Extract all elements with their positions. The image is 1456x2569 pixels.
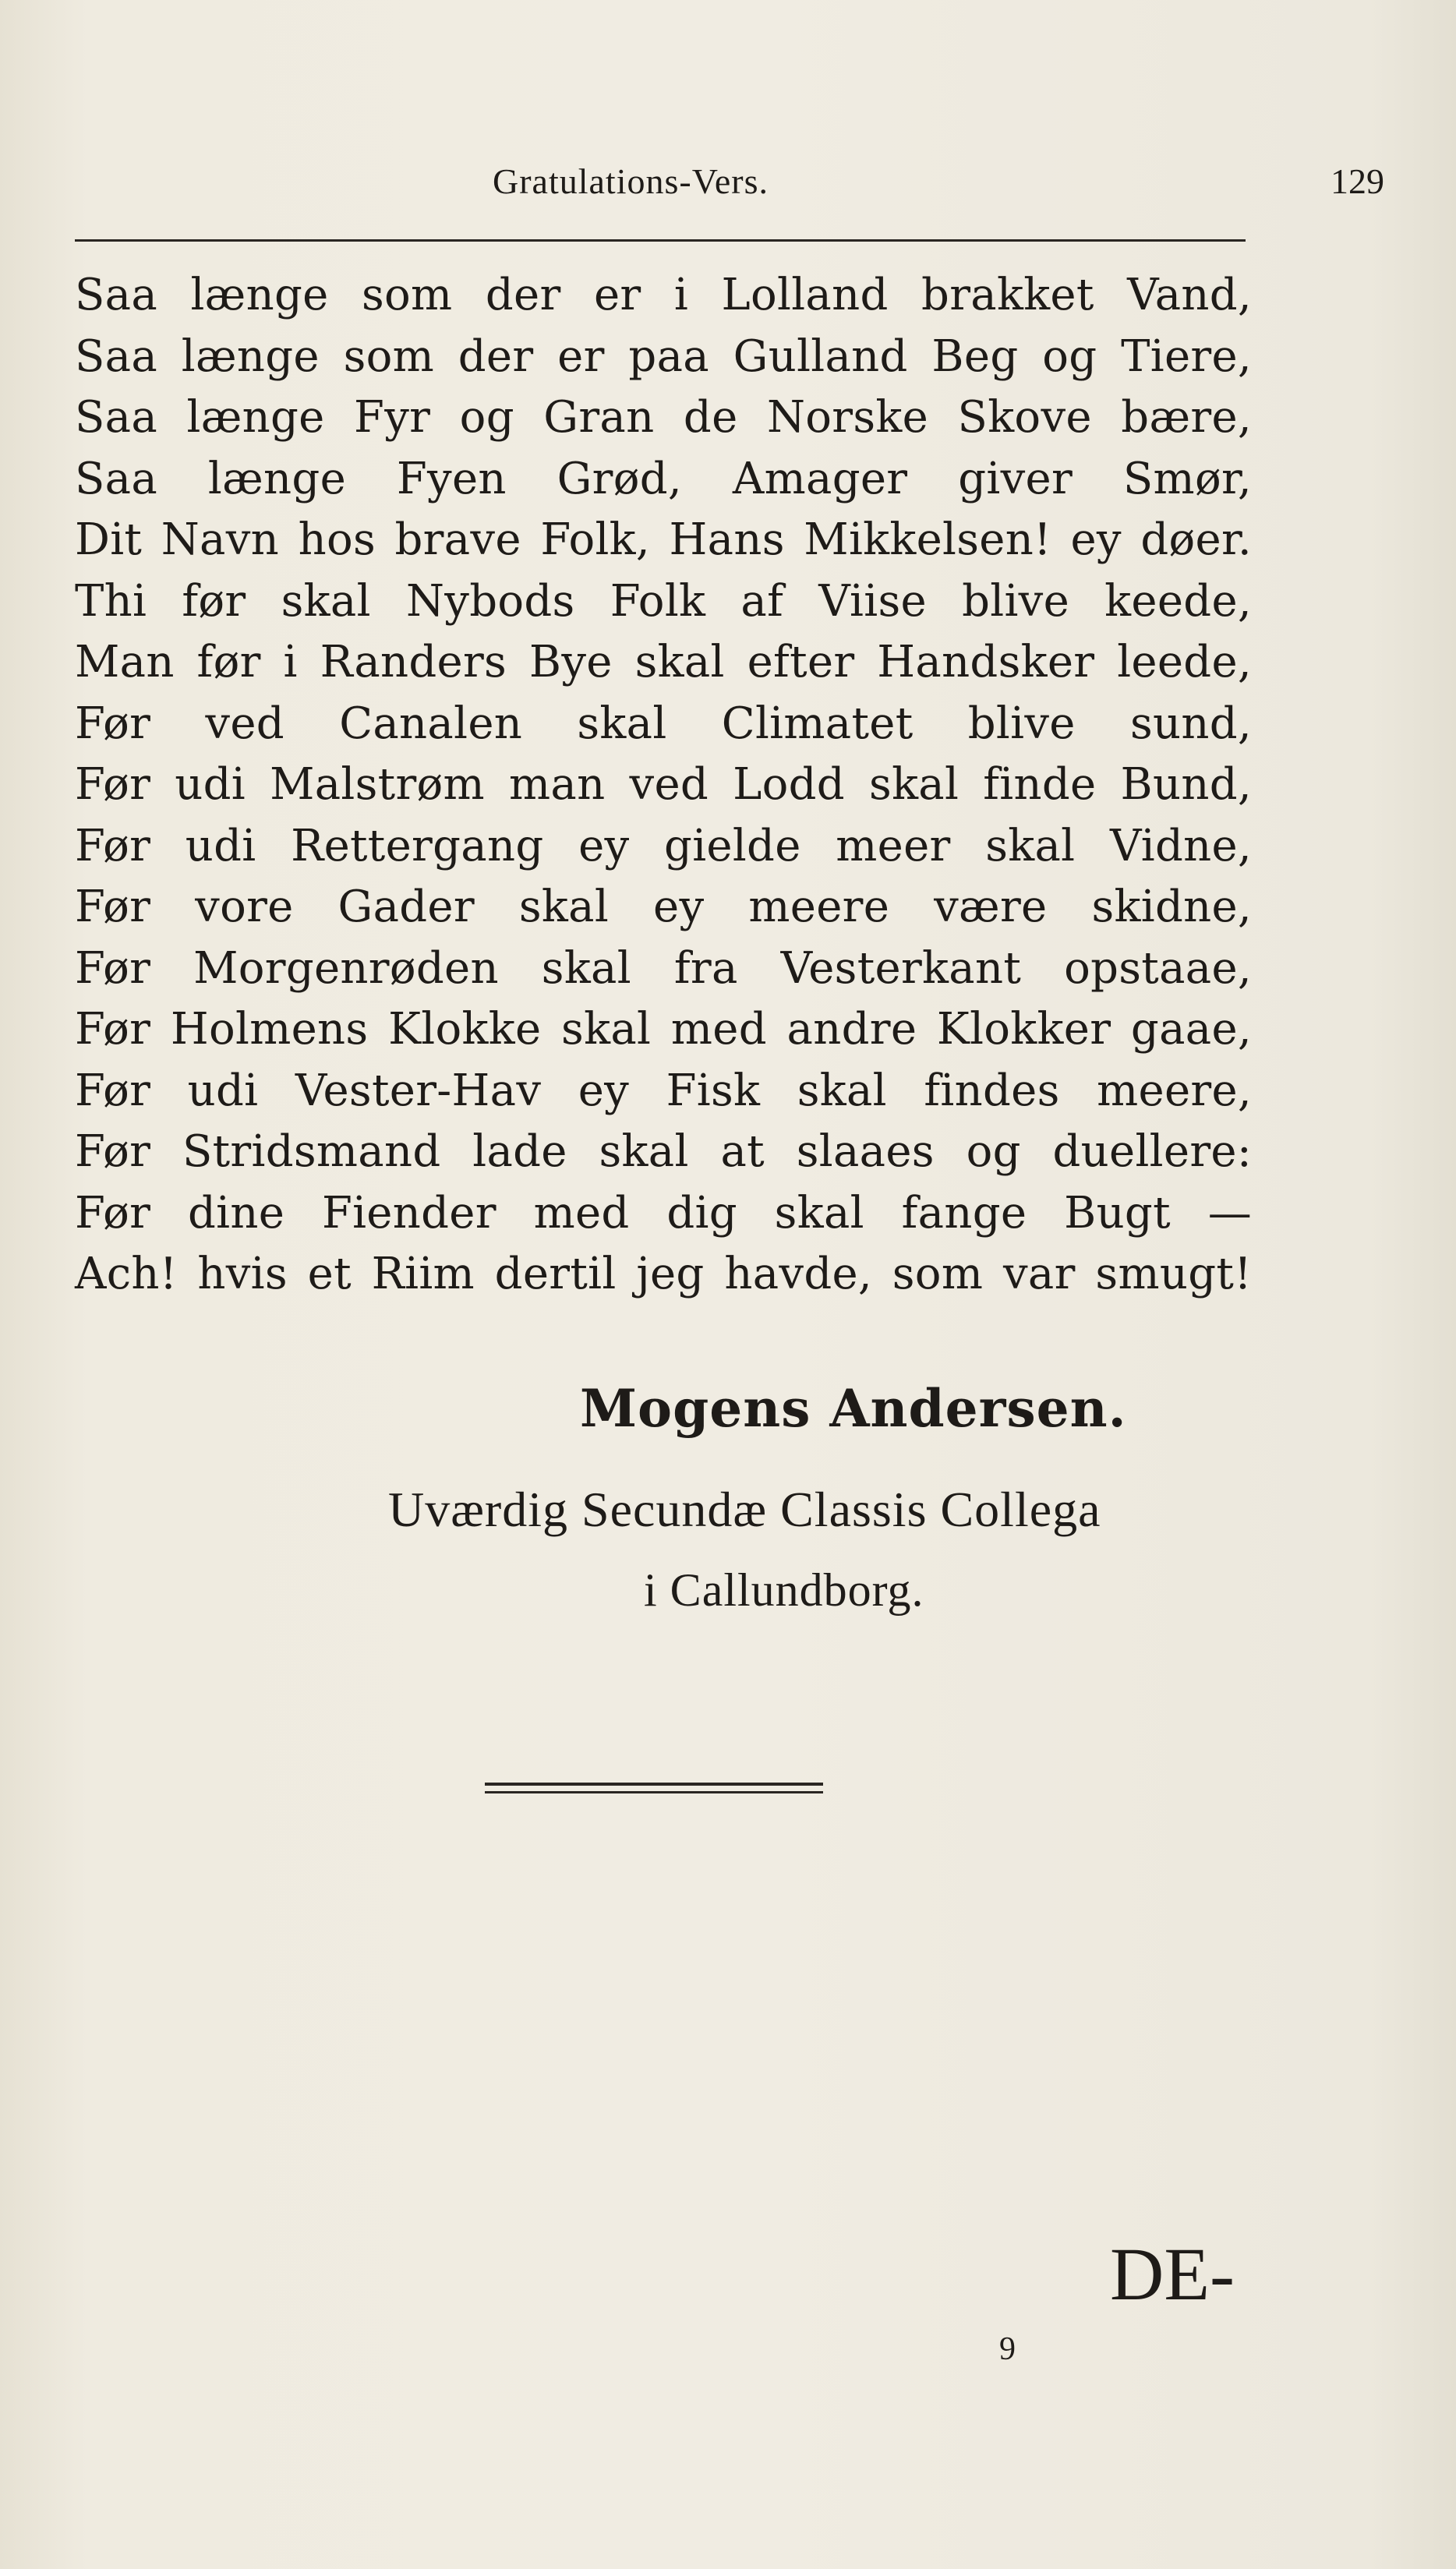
poem-line: Før Holmens Klokke skal med andre Klokker gaae, bbox=[75, 1004, 1252, 1055]
running-title: Gratulations-Vers. bbox=[493, 161, 769, 201]
poem-line: Thi før skal Nybods Folk af Viise blive keede, bbox=[75, 575, 1252, 627]
poem-line: Før Morgenrøden skal fra Vesterkant opstaae, bbox=[75, 942, 1252, 994]
poem-line: Saa længe Fyr og Gran de Norske Skove bære, bbox=[75, 392, 1252, 443]
end-ornament-rule bbox=[485, 1783, 823, 1793]
poem-line: Saa længe Fyen Grød, Amager giver Smør, bbox=[75, 453, 1252, 504]
signature-title: Uværdig Secundæ Classis Collega bbox=[388, 1482, 1101, 1537]
catchword: DE- bbox=[1110, 2232, 1235, 2316]
poem bbox=[75, 265, 1252, 1306]
poem-line: Før Stridsmand lade skal at slaaes og duellere: bbox=[75, 1126, 1252, 1177]
poem-line: Man før i Randers Bye skal efter Handsker leede, bbox=[75, 637, 1252, 687]
poem-line: Før ved Canalen skal Climatet blive sund, bbox=[75, 698, 1252, 749]
poem-line: Før vore Gader skal ey meere være skidne, bbox=[75, 882, 1252, 932]
signature-place: i Callundborg. bbox=[644, 1564, 924, 1616]
poem-line: Saa længe som der er paa Gulland Beg og Tiere, bbox=[75, 330, 1252, 382]
signature-name: Mogens Andersen. bbox=[580, 1378, 1127, 1439]
poem-line: Saa længe som der er i Lolland brakket Vand, bbox=[75, 270, 1252, 320]
poem-line: Dit Navn hos brave Folk, Hans Mikkelsen! ey døer. bbox=[75, 514, 1252, 565]
poem-line: Før udi Vester-Hav ey Fisk skal findes meere, bbox=[75, 1065, 1252, 1116]
poem-line: Ach! hvis et Riim dertil jeg havde, som var smugt! bbox=[75, 1249, 1252, 1299]
poem-line: Før udi Rettergang ey gielde meer skal Vidne, bbox=[75, 820, 1252, 871]
running-head bbox=[75, 161, 1384, 207]
signature-mark: 9 bbox=[999, 2331, 1016, 2367]
header-rule bbox=[75, 239, 1246, 242]
poem-line: Før udi Malstrøm man ved Lodd skal finde Bund, bbox=[75, 759, 1252, 810]
poem-line: Før dine Fiender med dig skal fange Bugt — bbox=[75, 1187, 1252, 1239]
page-number: 129 bbox=[1331, 161, 1384, 201]
